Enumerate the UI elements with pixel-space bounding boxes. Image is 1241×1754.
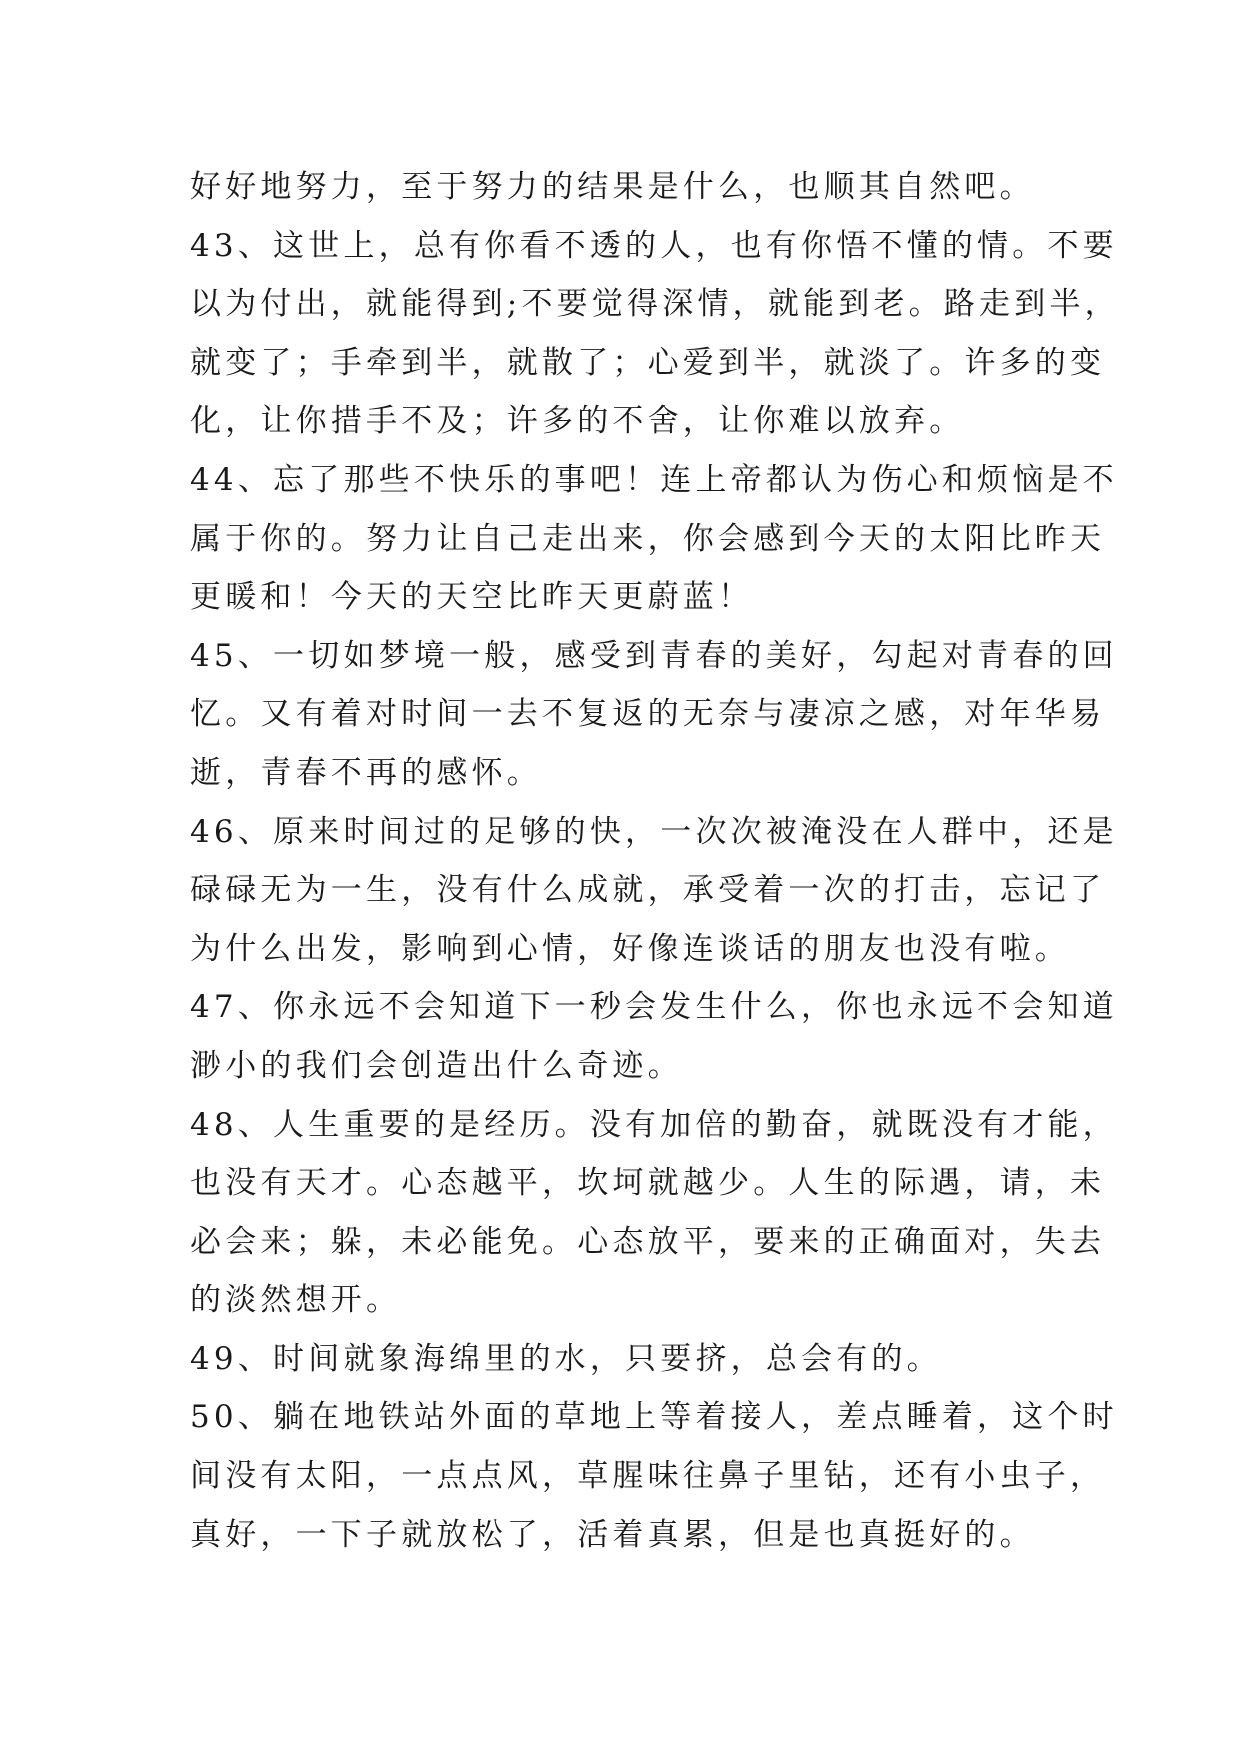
text-line: 45、一切如梦境一般，感受到青春的美好，勾起对青春的回 bbox=[190, 637, 1118, 674]
text-line: 渺小的我们会创造出什么奇迹。 bbox=[190, 1047, 683, 1084]
text-line: 忆。又有着对时间一去不复返的无奈与凄凉之感，对年华易 bbox=[190, 696, 1106, 733]
text-line: 就变了；手牵到半，就散了；心爱到半，就淡了。许多的变 bbox=[190, 344, 1106, 381]
text-line: 间没有太阳，一点点风，草腥味往鼻子里钻，还有小虫子， bbox=[190, 1458, 1106, 1495]
text-line: 44、忘了那些不快乐的事吧！连上帝都认为伤心和烦恼是不 bbox=[190, 461, 1118, 498]
text-line: 逝，青春不再的感怀。 bbox=[190, 754, 542, 791]
text-line: 48、人生重要的是经历。没有加倍的勤奋，就既没有才能， bbox=[190, 1106, 1118, 1143]
text-line: 好好地努力，至于努力的结果是什么，也顺其自然吧。 bbox=[190, 169, 1035, 205]
text-line: 50、躺在地铁站外面的草地上等着接人，差点睡着，这个时 bbox=[190, 1399, 1118, 1436]
text-line: 为什么出发，影响到心情，好像连谈话的朋友也没有啦。 bbox=[190, 930, 1070, 967]
text-line: 以为付出，就能得到;不要觉得深情，就能到老。路走到半， bbox=[190, 286, 1120, 323]
document-body bbox=[190, 158, 1120, 1564]
text-line: 化，让你措手不及；许多的不舍，让你难以放弃。 bbox=[190, 403, 965, 440]
text-line: 碌碌无为一生，没有什么成就，承受着一次的打击，忘记了 bbox=[190, 872, 1106, 909]
text-line: 46、原来时间过的足够的快，一次次被淹没在人群中，还是 bbox=[190, 813, 1118, 850]
text-line: 更暖和！今天的天空比昨天更蔚蓝！ bbox=[190, 579, 754, 616]
text-line: 49、时间就象海绵里的水，只要挤，总会有的。 bbox=[190, 1340, 942, 1377]
text-line: 的淡然想开。 bbox=[190, 1282, 402, 1319]
text-line: 真好，一下子就放松了，活着真累，但是也真挺好的。 bbox=[190, 1516, 1035, 1553]
text-line: 必会来；躲，未必能免。心态放平，要来的正确面对，失去 bbox=[190, 1223, 1106, 1260]
text-line: 47、你永远不会知道下一秒会发生什么，你也永远不会知道 bbox=[190, 989, 1118, 1026]
text-line: 43、这世上，总有你看不透的人，也有你悟不懂的情。不要 bbox=[190, 227, 1118, 264]
text-line: 也没有天才。心态越平，坎坷就越少。人生的际遇，请，未 bbox=[190, 1165, 1106, 1202]
text-line: 属于你的。努力让自己走出来，你会感到今天的太阳比昨天 bbox=[190, 520, 1106, 557]
